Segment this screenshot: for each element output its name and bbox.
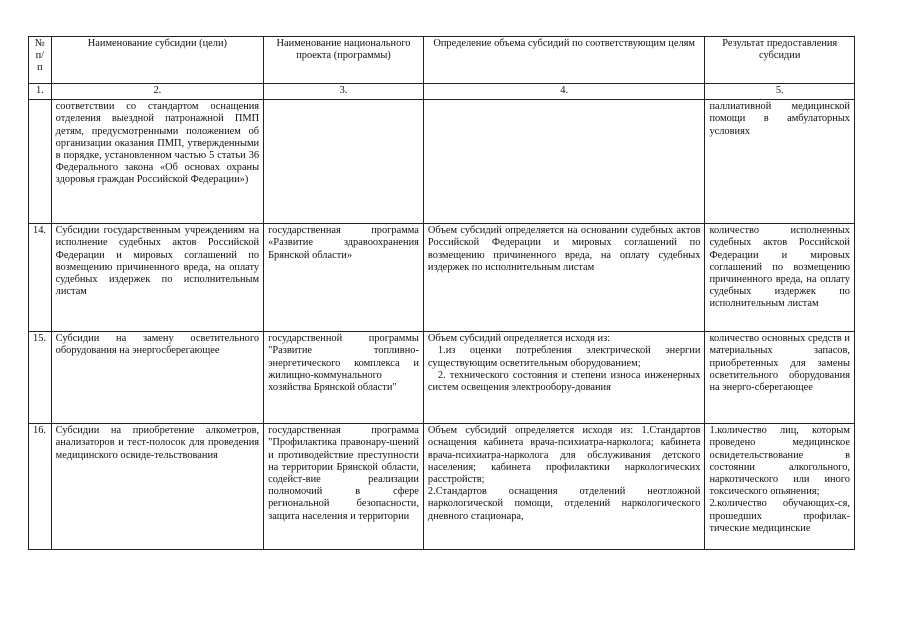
row-project [264,100,424,224]
row-result [705,424,855,550]
column-number: 1. [29,84,52,100]
definition-line: 2.Стандартов оснащения отделений неотложной наркологической помощи, отделений наркологического дневного стационара, [427,486,701,522]
table-row [29,224,855,332]
definition-line: 2. технического состояния и степени износа инженерных систем освещения электрообору-дования [427,369,701,394]
row-project: государственной программы "Развитие топливно-энергетического комплекса и жилищно-коммунального хозяйства Брянской области" [264,332,424,424]
row-num: 15. [29,332,52,424]
header-definition: Определение объема субсидий по соответствующим целям [423,37,705,84]
column-number: 2. [51,84,263,100]
row-definition [423,332,705,424]
table-row [29,100,855,224]
row-definition [423,100,705,224]
table-row [29,332,855,424]
row-definition [423,424,705,550]
row-name: Субсидии на приобретение алкометров, анализаторов и тест-полосок для проведения медицинского освиде-тельствования [51,424,263,550]
subsidy-table [28,36,855,550]
column-number-row [29,84,855,100]
header-name: Наименование субсидии (цели) [51,37,263,84]
definition-line: Объем субсидий определяется исходя из: [427,333,611,345]
header-num: № п/п [29,37,52,84]
column-number: 3. [264,84,424,100]
column-number: 4. [423,84,705,100]
row-definition: Объем субсидий определяется на основании судебных актов Российской Федерации и мировых соглашений по возмещению причиненного вреда, на оплату судебных издержек по исполнительным листам [423,224,705,332]
row-num: 14. [29,224,52,332]
result-line: 1.количество лиц, которым проведено медицинское освидетельствование в состоянии алкогольного, наркотического или иного токсического опьянения; [709,425,850,498]
row-project: государственная программа «Развитие здравоохранения Брянской области» [264,224,424,332]
header-result: Результат предоставления субсидии [705,37,855,84]
row-name: соответствии со стандартом оснащения отделения выездной патронажной ПМП детям, предусмотренными положением об организации оказания ПМП, утвержденными в порядке, установленном частью 5 статьи 36 Федерального закона «Об основах охраны здоровья граждан Российской Федерации») [51,100,263,224]
table-header-row [29,37,855,84]
row-num: 16. [29,424,52,550]
row-result: паллиативной медицинской помощи в амбулаторных условиях [705,100,855,224]
result-line: 2.количество обучающих-ся, прошедших профилак-тические медицинские [709,498,850,534]
row-name: Субсидии государственным учреждениям на исполнение судебных актов Российской Федерации и мировых соглашений по возмещению причиненного вреда, на оплату судебных издержек по исполнительным листам [51,224,263,332]
row-num [29,100,52,224]
row-name: Субсидии на замену осветительного оборудования на энергосберегающее [51,332,263,424]
definition-line: 1.из оценки потребления электрической энергии существующим осветительным оборудованием; [427,345,701,369]
row-result: количество исполненных судебных актов Российской Федерации и мировых соглашений по возмещению причиненного вреда, на оплату судебных издержек по исполнительным листам [705,224,855,332]
column-number: 5. [705,84,855,100]
header-project: Наименование национального проекта (программы) [264,37,424,84]
row-project: государственная программа "Профилактика правонару-шений и противодействие преступности на территории Брянской области, содейст-вие реализации полномочий в сфере региональной безопасности, защита населения и территории [264,424,424,550]
table-row [29,424,855,550]
row-result: количество основных средств и материальных запасов, приобретенных для замены осветительного оборудования на энерго-сберегающее [705,332,855,424]
definition-line: Объем субсидий определяется исходя из: 1.Стандартов оснащения кабинета врача-психиатра-нарколога; кабинета врача-психиатра-нарколога для обслуживания детского населения; кабинета профилактики наркологических расстройств; [427,425,701,486]
